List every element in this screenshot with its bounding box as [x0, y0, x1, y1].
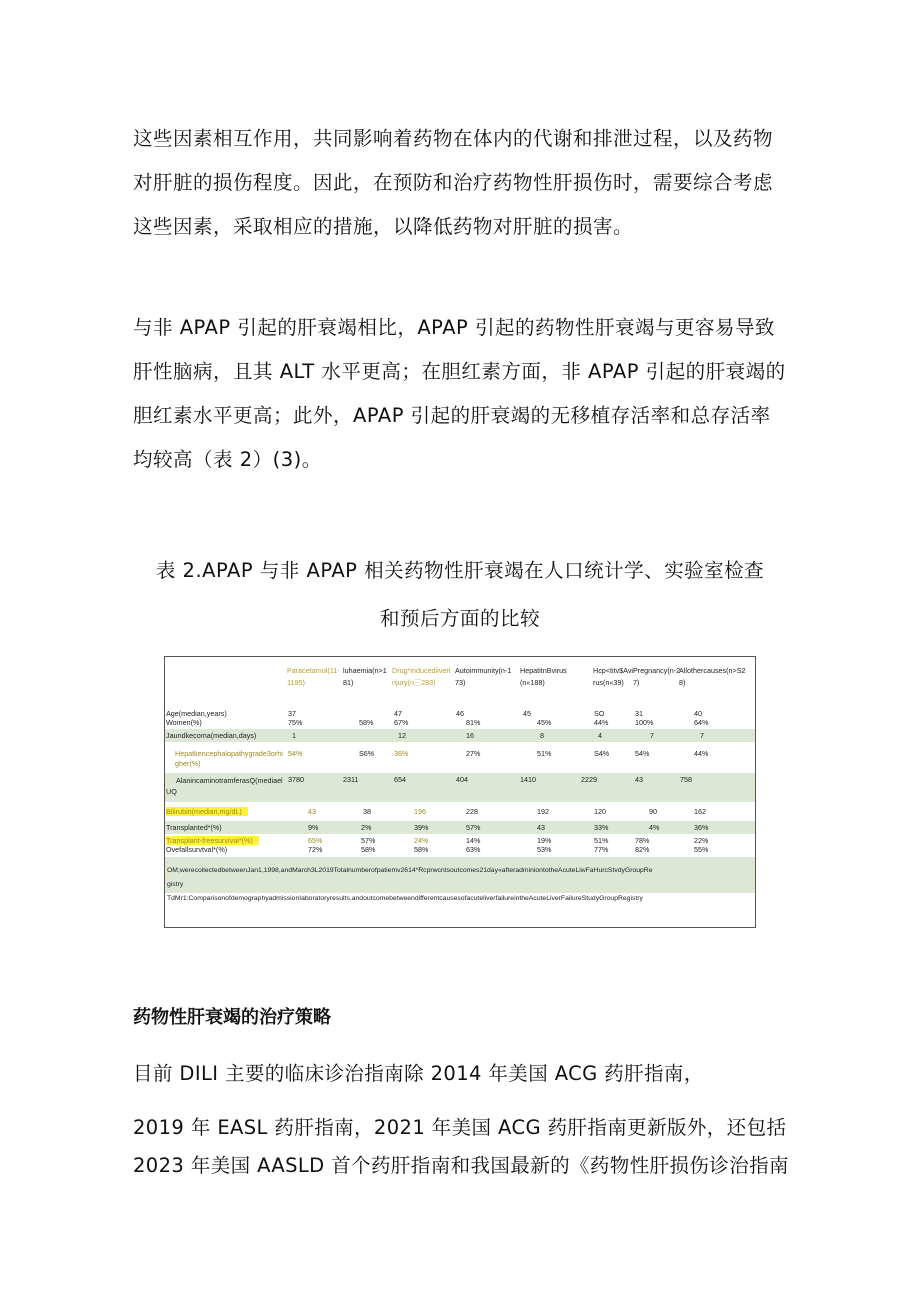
table-cell: 36%	[394, 749, 409, 758]
paragraph-line: 均较高（表 2）(3)。	[133, 448, 322, 471]
table-cell: 36%	[694, 823, 709, 832]
table-cell: 47	[394, 709, 402, 718]
table-row	[165, 718, 755, 727]
table-cell: 14%	[466, 836, 481, 845]
body-line: 2019 年 EASL 药肝指南，2021 年美国 ACG 药肝指南更新版外，还包括	[133, 1116, 787, 1139]
table-cell: 1410	[520, 775, 536, 784]
table-cell: 162	[694, 807, 706, 816]
table-cell: 31	[635, 709, 643, 718]
paragraph-line: 胆红素水平更高；此外，APAP 引起的肝衰竭的无移植存活率和总存活率	[133, 404, 771, 427]
table-title-note: TdMr1:ComparisonofdemographyadmissionIaboratoryresults,andoutcomebetweendifferentcausesofacuteliverfailureintheAcuteLiverFailureStudyGroupRegistry	[167, 895, 643, 902]
row-label: Ovefallsurvtval*(%)	[166, 845, 228, 854]
table-cell: 9%	[308, 823, 319, 832]
table-cell: 2311	[343, 775, 359, 784]
table-cell: 44%	[694, 749, 709, 758]
table-header-cell: luhaemia(n>181)	[343, 666, 387, 687]
table-cell: 192	[537, 807, 549, 816]
table-cell: 22%	[694, 836, 709, 845]
table-cell: 45	[523, 709, 531, 718]
table-caption-line-1: 表 2.APAP 与非 APAP 相关药物性肝衰竭在人口统计学、实验室检查	[155, 559, 765, 582]
table-header-cell: HepatitnBvirus(n«188)	[520, 666, 567, 687]
table-footnote: gistry	[167, 881, 184, 888]
table-row	[165, 821, 755, 834]
table-cell: 72%	[308, 845, 323, 854]
row-label: Age(median,years)	[166, 709, 227, 718]
table-cell: 78%	[635, 836, 650, 845]
table-header-cell: Pregnancy(n-27)	[633, 666, 681, 687]
table-cell: S6%	[359, 749, 375, 758]
table-caption-line-2: 和预后方面的比较	[379, 607, 540, 630]
table-cell: 67%	[394, 718, 409, 727]
table-footnotes	[165, 857, 755, 893]
table-cell: 44%	[594, 718, 609, 727]
table-row	[165, 804, 755, 819]
table-cell: 77%	[594, 845, 609, 854]
table-cell: 16	[466, 731, 474, 740]
table-cell: 19%	[537, 836, 552, 845]
table-row	[165, 745, 755, 771]
table-image	[164, 656, 756, 928]
table-cell: 81%	[466, 718, 481, 727]
table-cell: 8	[540, 731, 544, 740]
table-header-cell: Paracetamol(11-1195)	[287, 666, 340, 687]
table-cell: 64%	[694, 718, 709, 727]
paragraph-line: 这些因素，采取相应的措施，以降低药物对肝脏的损害。	[133, 215, 634, 238]
table-row	[165, 773, 755, 802]
table-header-cell: Drug*inducediiverinjury(n三283)	[392, 666, 451, 687]
table-cell: 90	[649, 807, 657, 816]
table-cell: 58%	[359, 718, 374, 727]
table-cell: SO	[594, 709, 605, 718]
table-cell: 57%	[361, 836, 376, 845]
table-header-cell: Autoimmunity(n-173)	[455, 666, 512, 687]
row-label: Women(%)	[166, 718, 202, 727]
table-cell: 27%	[466, 749, 481, 758]
table-header-cell: Hcp<titv$Avirus(n«39)	[593, 666, 634, 687]
table-header-cell: Allothercauses(n>S28)	[679, 666, 746, 687]
table-cell: 58%	[361, 845, 376, 854]
table-cell: 63%	[466, 845, 481, 854]
table-cell: 758	[680, 775, 692, 784]
section-heading: 药物性肝衰竭的治疗策略	[133, 1007, 331, 1028]
table-cell: S4%	[594, 749, 610, 758]
table-cell: 65%	[308, 836, 323, 845]
table-cell: 24%	[414, 836, 429, 845]
row-label: Transplanted*(%)	[166, 823, 222, 832]
table-cell: 4	[598, 731, 602, 740]
row-label: Hepatkencephalopathygrade3orhigher(%)	[175, 749, 283, 768]
table-cell: 43	[537, 823, 545, 832]
table-cell: 654	[394, 775, 406, 784]
table-cell: 75%	[288, 718, 303, 727]
row-label: AlanincaminotramferasQ(mediaelUQ	[166, 776, 283, 796]
table-cell: 45%	[537, 718, 552, 727]
table-cell: 196	[414, 807, 426, 816]
table-cell: 54%	[635, 749, 650, 758]
table-footnote: OM;werecollectedbetweenJan1,1998,andMarch3L2019Totalnumberofpatiemv2614*Rcprwcntsoutcomes21day«afteradminiontotheAcuteLiwFaHurcStvdyGroupRe	[167, 867, 653, 874]
table-cell: 7	[650, 731, 654, 740]
table-cell: 120	[594, 807, 606, 816]
table-cell: 58%	[414, 845, 429, 854]
table-cell: 57%	[466, 823, 481, 832]
table-cell: 404	[456, 775, 468, 784]
table-cell: 1	[292, 731, 296, 740]
paragraph-line: 与非 APAP 引起的肝衰竭相比，APAP 引起的药物性肝衰竭与更容易导致	[133, 316, 775, 339]
table-cell: 46	[456, 709, 464, 718]
table-cell: 7	[700, 731, 704, 740]
table-cell: 54%	[288, 749, 303, 758]
table-row	[165, 729, 755, 742]
table-cell: 12	[398, 731, 406, 740]
table-cell: 33%	[594, 823, 609, 832]
row-label: Transplant-freesurvival*(%)	[166, 836, 259, 845]
table-cell: 40	[694, 709, 702, 718]
table-row	[165, 709, 755, 718]
table-cell: 100%	[635, 718, 654, 727]
table-header-row	[165, 665, 755, 710]
table-cell: 228	[466, 807, 478, 816]
paragraph-line: 这些因素相互作用，共同影响着药物在体内的代谢和排泄过程，以及药物	[133, 127, 774, 150]
table-cell: 4%	[649, 823, 660, 832]
table-row	[165, 845, 755, 855]
paragraph-line: 对肝脏的损伤程度。因此，在预防和治疗药物性肝损伤时，需要综合考虑	[133, 171, 774, 194]
table-cell: 38	[363, 807, 371, 816]
table-cell: 2229	[581, 775, 597, 784]
paragraph-2	[133, 306, 793, 482]
table-cell: 43	[308, 807, 316, 816]
table-cell: 2%	[361, 823, 372, 832]
table-cell: 37	[288, 709, 296, 718]
paragraph-line: 肝性脑病，且其 ALT 水平更高；在胆红素方面，非 APAP 引起的肝衰竭的	[133, 360, 786, 383]
table-cell: 43	[635, 775, 643, 784]
row-label: Bilirubin(median,mg/dL)	[166, 807, 248, 816]
table-cell: 55%	[694, 845, 709, 854]
table-cell: 51%	[537, 749, 552, 758]
row-label: Jaundkecoma(median,days)	[166, 731, 257, 740]
paragraph-1	[133, 117, 793, 249]
table-cell: 3780	[288, 775, 304, 784]
table-cell: 82%	[635, 845, 650, 854]
table-cell: 39%	[414, 823, 429, 832]
body-line: 2023 年美国 AASLD 首个药肝指南和我国最新的《药物性肝损伤诊治指南	[133, 1154, 789, 1177]
table-cell: 53%	[537, 845, 552, 854]
table-cell: 51%	[594, 836, 609, 845]
body-line: 目前 DILI 主要的临床诊治指南除 2014 年美国 ACG 药肝指南，	[133, 1062, 704, 1085]
